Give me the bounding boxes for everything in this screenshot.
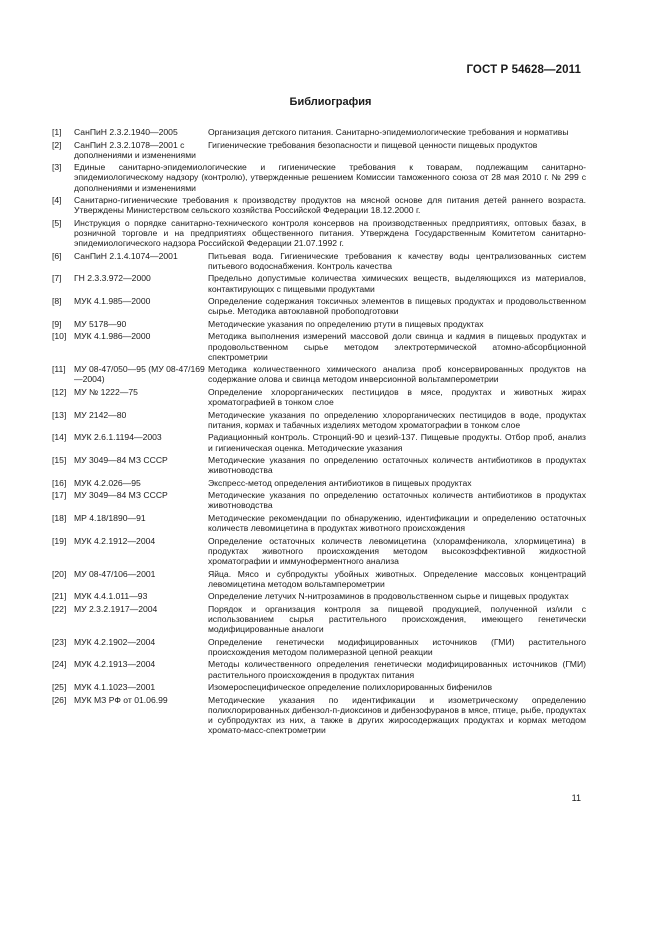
entry-document-code: МР 4.18/1890—91 (74, 512, 146, 523)
entry-number: [21] (52, 591, 67, 602)
entry-number: [18] (52, 512, 67, 523)
entry-title: Инструкция о порядке санитарно-технического контроля консервов на производственных предприятиях, оптовых базах, в розничной торговле и на предприятиях общественного питания. Утверждена Государственным Комитетом санитарно-эпидемиологического надзора Российской Федерации 21.07.1992 г. (74, 217, 586, 249)
bibliography-entry (52, 162, 586, 193)
entry-number: [25] (52, 682, 67, 693)
bibliography-entry (52, 637, 586, 657)
entry-number: [17] (52, 490, 67, 501)
entry-title: Определение хлорорганических пестицидов в мясе, продуктах и животных жирах хроматографией в тонком слое (208, 386, 586, 408)
entry-title: Экспресс-метод определения антибиотиков в пищевых продуктах (208, 477, 472, 488)
entry-number: [12] (52, 386, 67, 397)
bibliography-entry (52, 591, 586, 601)
entry-title: Методические указания по определению остаточных количеств антибиотиков в продуктах животноводства (208, 455, 586, 476)
bibliography-entry (52, 432, 586, 452)
bibliography-entry (52, 331, 586, 362)
entry-number: [23] (52, 636, 67, 647)
entry-title: Методические указания по определению остаточных количеств антибиотиков в продуктах животноводства (208, 490, 586, 511)
entry-document-code: МУ 2142—80 (74, 409, 127, 420)
entry-number: [16] (52, 477, 67, 488)
entry-title: Организация детского питания. Санитарно-эпидемиологические требования и нормативы (208, 127, 569, 137)
bibliography-entry (52, 490, 586, 510)
entry-title: Методические рекомендации по обнаружению, идентификации и определению остаточных количеств левомицетина в продуктах животного происхождения (208, 512, 586, 534)
entry-number: [14] (52, 432, 67, 443)
document-code: ГОСТ Р 54628—2011 (466, 64, 581, 76)
entry-title: Определение генетически модифицированных источников (ГМИ) растительного происхождения методом полимеразной цепной реакции (208, 636, 586, 657)
entry-title: Методические указания по определению хлорорганических пестицидов в воде, продуктах питания, кормах и табачных изделиях методом хроматографии в тонком слое (208, 409, 586, 430)
bibliography-entry (52, 695, 586, 736)
entry-document-code: МУК 4.4.1.011—93 (74, 591, 148, 602)
entry-document-code: МУК 2.6.1.1194—2003 (74, 432, 162, 443)
bibliography-entry (52, 410, 586, 430)
bibliography-entry (52, 296, 586, 316)
entry-title: Определение летучих N-нитрозаминов в продовольственном сырье и пищевых продуктах (208, 591, 569, 602)
entry-document-code: МУ 2.3.2.1917—2004 (74, 603, 158, 614)
entry-document-code: МУК МЗ РФ от 01.06.99 (74, 694, 168, 705)
entry-document-code: МУ 3049—84 МЗ СССР (74, 455, 168, 466)
bibliography-entry (52, 659, 586, 679)
entry-title: Определение остаточных количеств левомицетина (хлорамфеникола, хлормицетина) в продуктах животного происхождения методом высокоэффективной жидкостной хроматографии и иммуноферментного анализа (208, 535, 586, 567)
bibliography-entry (52, 251, 586, 271)
entry-document-code: МУ № 1222—75 (74, 386, 138, 397)
entry-document-code: МУ 3049—84 МЗ СССР (74, 490, 168, 501)
entry-number: [26] (52, 694, 67, 705)
entry-document-code: СанПиН 2.3.2.1078—2001 с дополнениями и изменениями (74, 139, 196, 160)
bibliography-entry (52, 569, 586, 589)
page-number: 11 (571, 793, 581, 803)
entry-number: [19] (52, 535, 67, 546)
bibliography-entry (52, 478, 586, 488)
entry-number: [13] (52, 409, 67, 420)
entry-number: [1] (52, 127, 62, 137)
entry-number: [24] (52, 659, 67, 670)
bibliography-entry (52, 455, 586, 475)
entry-document-code: МУК 4.1.1023—2001 (74, 682, 156, 693)
entry-number: [6] (52, 250, 62, 261)
bibliography-entry (52, 536, 586, 567)
entry-number: [11] (52, 364, 66, 375)
entry-title: Порядок и организация контроля за пищевой продукцией, полученной из/или с использованием сырья растительного происхождения, имеющего генетически модифицированные аналоги (208, 603, 586, 635)
bibliography-entry (52, 682, 586, 692)
entry-document-code: МУК 4.1.986—2000 (74, 331, 151, 342)
entry-document-code: МУ 08-47/106—2001 (74, 568, 156, 579)
entry-number: [10] (52, 331, 67, 342)
bibliography-entry (52, 127, 586, 137)
entry-number: [22] (52, 603, 67, 614)
entry-document-code: МУК 4.2.1912—2004 (74, 535, 156, 546)
bibliography-entry (52, 273, 586, 293)
entry-number: [20] (52, 568, 67, 579)
entry-title: Методика количественного химического анализа проб консервированных продуктов на содержание олова и свинца методом инверсионной вольтамперометрии (208, 364, 586, 385)
entry-document-code: МУК 4.1.985—2000 (74, 296, 151, 307)
bibliography-entry (52, 604, 586, 635)
bibliography-entry (52, 218, 586, 249)
entry-title: Методика выполнения измерений массовой доли свинца и кадмия в пищевых продуктах и продовольственном сырье методом электротермической атомно-абсорбционной спектрометрии (208, 331, 586, 362)
bibliography-entry (52, 387, 586, 407)
bibliography-entry (52, 513, 586, 533)
entry-document-code: МУ 5178—90 (74, 318, 127, 329)
entry-document-code: МУК 4.2.1913—2004 (74, 659, 156, 670)
entry-document-code: МУК 4.2.1902—2004 (74, 636, 156, 647)
entry-title: Гигиенические требования безопасности и пищевой ценности пищевых продуктов (208, 139, 538, 150)
entry-number: [8] (52, 296, 62, 307)
entry-number: [15] (52, 455, 67, 466)
entry-title: Радиационный контроль. Стронций-90 и цезий-137. Пищевые продукты. Отбор проб, анализ и гигиеническая оценка. Методические указания (208, 432, 586, 453)
entry-title: Единые санитарно-эпидемиологические и гигиенические требования к товарам, подлежащим санитарно-эпидемиологическому надзору (контролю), утвержденные решением Комиссии таможенного союза от 28 мая 2010 г. № 299 с дополнениями и изменениями (74, 162, 586, 193)
entry-number: [7] (52, 273, 62, 284)
entry-document-code: МУ 08-47/050—95 (МУ 08-47/169—2004) (74, 364, 205, 385)
bibliography-entry (52, 364, 586, 384)
entry-number: [2] (52, 139, 62, 150)
entry-title: Определение содержания токсичных элементов в пищевых продуктах и продовольственном сырье. Методика автоклавной пробоподготовки (208, 296, 586, 317)
entry-number: [5] (52, 217, 62, 228)
bibliography-list (52, 127, 586, 738)
entry-document-code: ГН 2.3.3.972—2000 (74, 273, 151, 284)
entry-number: [4] (52, 195, 62, 206)
entry-title: Методические указания по определению ртути в пищевых продуктах (208, 318, 484, 329)
entry-title: Методы количественного определения генетически модифицированных источников (ГМИ) растительного происхождения в продуктах питания (208, 659, 586, 680)
entry-title: Предельно допустимые количества химических веществ, выделяющихся из материалов, контактирующих с пищевыми продуктами (208, 273, 586, 294)
bibliography-entry (52, 319, 586, 329)
entry-document-code: СанПиН 2.3.2.1940—2005 (74, 127, 178, 137)
bibliography-entry (52, 140, 586, 160)
page-title: Библиография (289, 96, 372, 108)
entry-title: Методические указания по идентификации и изометрическому определению полихлорированных дибензол-п-диоксинов и дибензофуранов в мясе, птице, рыбе, продуктах и субпродуктах из них, а также в других жиросодержащих продуктах и кормах методом хромато-масс-спектрометрии (208, 694, 586, 736)
entry-title: Яйца. Мясо и субпродукты убойных животных. Определение массовых концентраций левомицетина методом вольтамперометрии (208, 568, 586, 589)
entry-title: Санитарно-гигиенические требования к производству продуктов на мясной основе для питания детей раннего возраста. Утверждены Министерством сельского хозяйства Российской Федерации 18.12.2000 г. (74, 195, 586, 216)
entry-document-code: МУК 4.2.026—95 (74, 477, 141, 488)
entry-title: Изомероспецифическое определение полихлорированных бифенилов (208, 682, 493, 693)
entry-number: [3] (52, 162, 62, 173)
entry-title: Питьевая вода. Гигиенические требования к качеству воды централизованных систем питьевого водоснабжения. Контроль качества (208, 250, 586, 271)
entry-document-code: СанПиН 2.1.4.1074—2001 (74, 250, 178, 261)
entry-number: [9] (52, 318, 62, 329)
bibliography-entry (52, 195, 586, 215)
